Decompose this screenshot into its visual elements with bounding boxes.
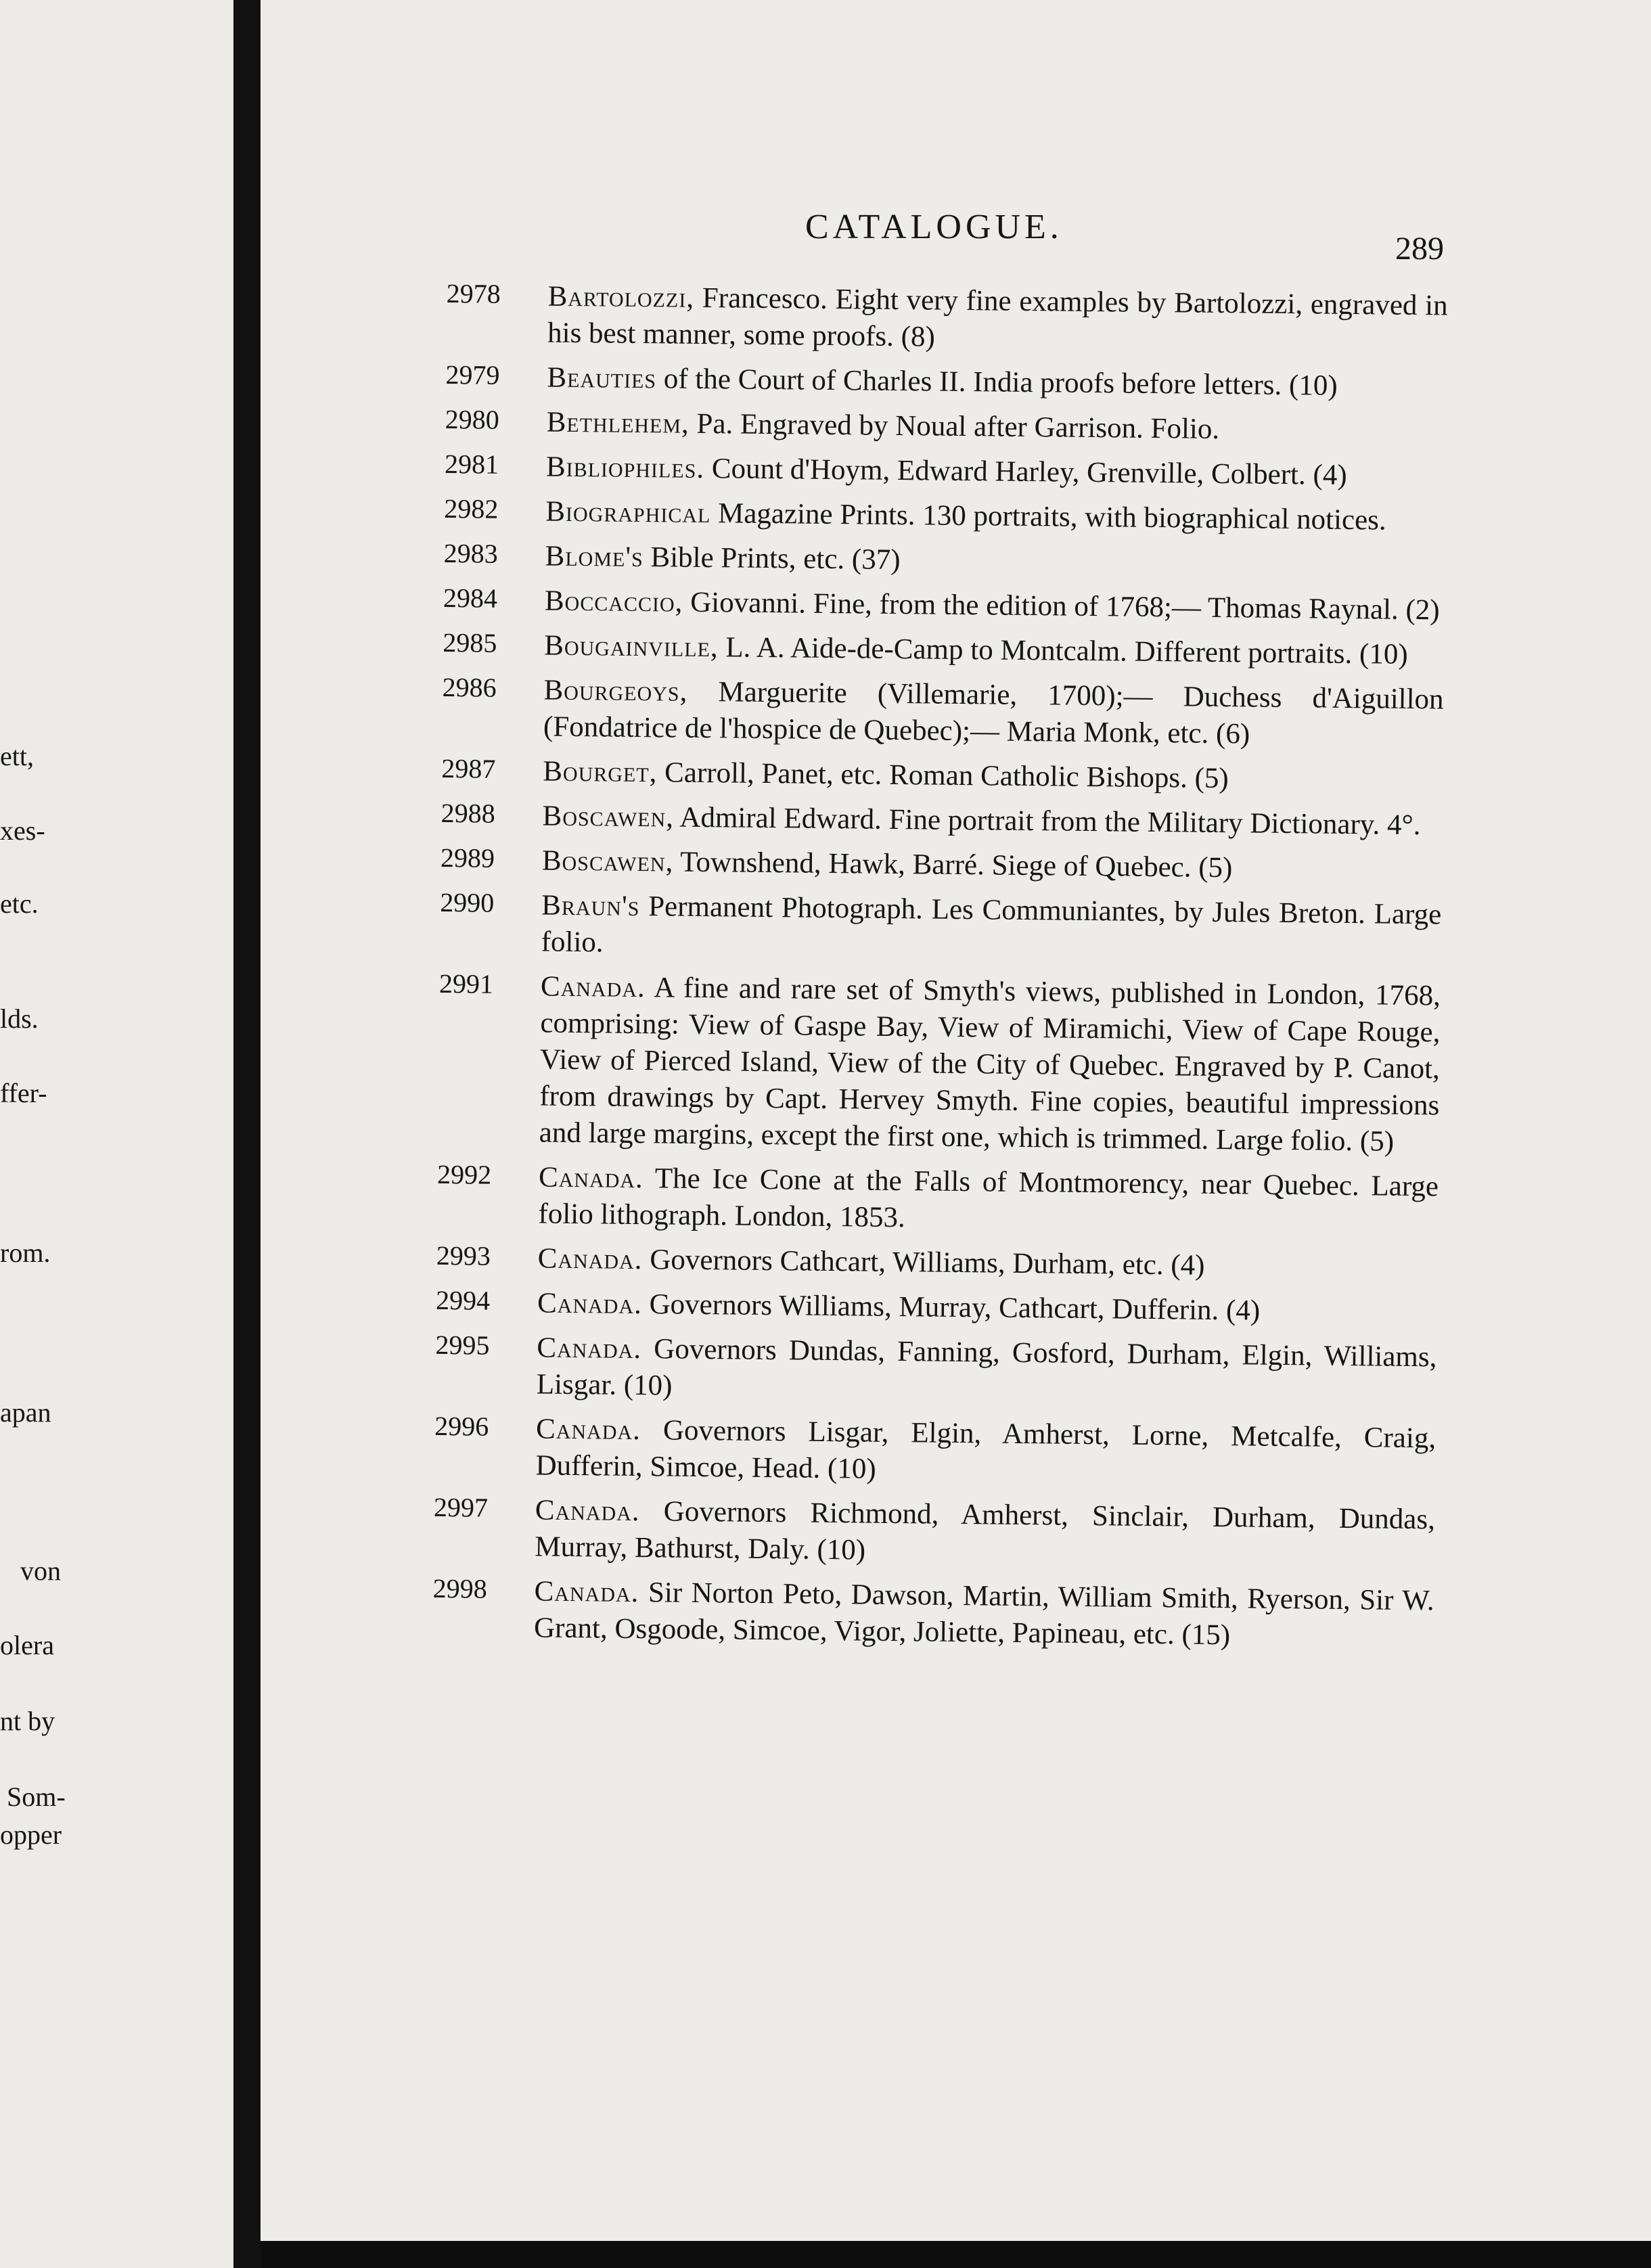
page-number: 289 [1395,231,1444,267]
entry-text: A fine and rare set of Smyth's views, published in London, 1768, comprising: View of Gaspe Bay, View of Miramichi, View of Cape Rouge, View of Pierced Island, View of the City of Quebec. Engraved by P. Canot, from drawings by Capt. Hervey Smyth. Fine copies, beautiful impressions and large margins, except the first one, which is trimmed. Large folio. (5) [539,972,1441,1158]
entry-heading: Bougainville, [544,629,719,664]
catalogue-entry [445,359,1447,405]
lot-number: 2997 [433,1491,489,1523]
entry-heading: Blome's [545,540,644,574]
entry-text: Pa. Engraved by Noual after Garrison. Folio. [696,407,1220,445]
entry-heading: Beauties [547,361,657,395]
catalogue-entry [445,448,1446,495]
left-page-fragment: opper [0,1819,62,1850]
catalogue-entry [444,493,1445,539]
lot-number: 2978 [446,277,501,309]
lot-number: 2980 [445,403,500,435]
catalogue-entry [443,582,1445,629]
lot-number: 2986 [442,671,497,703]
entry-heading: Canada. [538,1161,644,1195]
catalogue-entry [443,537,1445,584]
lot-number: 2985 [443,627,497,658]
entry-heading: Biographical [545,495,711,530]
lot-number: 2994 [435,1284,491,1316]
entry-heading: Boccaccio, [544,585,683,618]
lot-number: 2995 [435,1329,490,1361]
entry-text: Francesco. Eight very fine examples by Bartolozzi, engraved in his best manner, some proofs. (8) [547,281,1448,353]
left-page-fragment: Som- [7,1782,66,1812]
entry-heading: Bourgeoys, [543,674,688,708]
entry-heading: Bethlehem, [546,406,690,440]
lot-number: 2988 [440,797,495,829]
entry-text: of the Court of Charles II. India proofs before letters. (10) [663,363,1338,402]
left-page-fragment: von [20,1556,61,1586]
left-page-fragment: nt by [0,1706,55,1736]
entry-text: Sir Norton Peto, Dawson, Martin, William Smith, Ryerson, Sir W. Grant, Osgoode, Simcoe, Vigor, Joliette, Papineau, etc. (15) [533,1577,1434,1652]
catalogue-entry [432,1572,1434,1656]
entry-heading: Boscawen, [542,800,675,834]
entry-text: Governors Cathcart, Williams, Durham, etc. (4) [650,1244,1205,1282]
entry-heading: Braun's [541,889,640,923]
entry-text: Governors Lisgar, Elgin, Amherst, Lorne, Metcalfe, Craig, Dufferin, Simcoe, Head. (10) [535,1414,1437,1485]
entry-text: Bible Prints, etc. (37) [650,541,901,576]
catalogue-entry [434,1410,1436,1493]
lot-number: 2983 [443,537,498,569]
entry-text: L. A. Aide-de-Camp to Montcalm. Different portraits. (10) [725,631,1408,671]
entry-text: Governors Richmond, Amherst, Sinclair, Durham, Dundas, Murray, Bathurst, Daly. (10) [535,1495,1436,1566]
lot-number: 2979 [445,359,500,390]
entry-text: Admiral Edward. Fine portrait from the Military Dictionary. 4°. [679,801,1421,842]
left-page-fragment: lds. [0,1003,39,1034]
entry-text: Governors Williams, Murray, Cathcart, Dufferin. (4) [649,1288,1261,1327]
catalogue-entry [445,403,1446,450]
lot-number: 2989 [440,842,495,874]
left-page-edge [0,0,238,2268]
entry-text: Marguerite (Villemarie, 1700);— Duchess d'Aiguillon (Fondatrice de l'hospice de Quebec);— Maria Monk, etc. (6) [543,676,1444,750]
left-page-fragment: ett, [0,741,34,771]
lot-number: 2991 [438,968,494,999]
running-head: CATALOGUE. [805,208,1063,246]
entry-heading: Canada. [535,1494,640,1528]
entry-text: Giovanni. Fine, from the edition of 1768;— Thomas Raynal. (2) [689,586,1440,627]
entry-heading: Canada. [537,1287,643,1321]
left-page-fragment: xes- [0,815,45,846]
lot-number: 2996 [434,1410,489,1442]
book-gutter [233,0,261,2268]
entry-heading: Bourget, [543,755,658,789]
catalogue-entry [436,1158,1439,1242]
catalogue-entry [441,752,1443,799]
lot-number: 2981 [444,448,499,480]
lot-number: 2987 [441,752,496,784]
catalogue-entry [439,886,1441,970]
catalogue-entries [432,277,1448,1664]
entry-heading: Canada. [540,970,646,1004]
lot-number: 2990 [440,886,495,918]
catalogue-entry [437,968,1441,1160]
lot-number: 2998 [432,1572,487,1604]
catalogue-entry [436,1284,1437,1331]
entry-text: Count d'Hoym, Edward Harley, Grenville, Colbert. (4) [711,453,1347,491]
catalogue-entry [442,671,1444,754]
entry-heading: Canada. [537,1242,643,1276]
entry-heading: Canada. [535,1413,641,1447]
catalogue-entry [433,1491,1435,1574]
left-page-fragment: olera [0,1630,54,1660]
left-page-fragment: ffer- [0,1078,47,1108]
lot-number: 2984 [443,582,498,614]
entry-text: Carroll, Panet, etc. Roman Catholic Bishops. (5) [664,756,1229,795]
catalogue-entry [443,627,1444,673]
entry-heading: Bibliophiles. [545,451,705,485]
entry-text: Governors Dundas, Fanning, Gosford, Durham, Elgin, Williams, Lisgar. (10) [536,1333,1437,1402]
lot-number: 2982 [444,493,499,524]
entry-heading: Bartolozzi, [547,280,695,314]
page-bottom-shadow [261,2241,1651,2268]
entry-text: Permanent Photograph. Les Communiantes, by Jules Breton. Large folio. [541,890,1442,959]
lot-number: 2993 [436,1240,491,1271]
entry-text: Townshend, Hawk, Barré. Siege of Quebec. (5) [680,846,1233,884]
catalogue-entry [436,1240,1438,1286]
entry-heading: Canada. [534,1575,639,1609]
entry-text: The Ice Cone at the Falls of Montmorency, near Quebec. Large folio lithograph. London, 1853. [538,1162,1439,1234]
catalogue-entry [440,842,1442,888]
catalogue-entry [440,797,1442,844]
catalogue-entry [435,1329,1437,1412]
catalogue-entry [446,277,1448,361]
left-page-fragment: rom. [0,1238,51,1268]
left-page-fragment: etc. [0,888,39,919]
entry-text: Magazine Prints. 130 portraits, with biographical notices. [717,497,1386,537]
lot-number: 2992 [436,1158,492,1190]
left-page-fragment: apan [0,1397,51,1428]
entry-heading: Canada. [537,1332,642,1365]
entry-heading: Boscawen, [541,844,674,878]
